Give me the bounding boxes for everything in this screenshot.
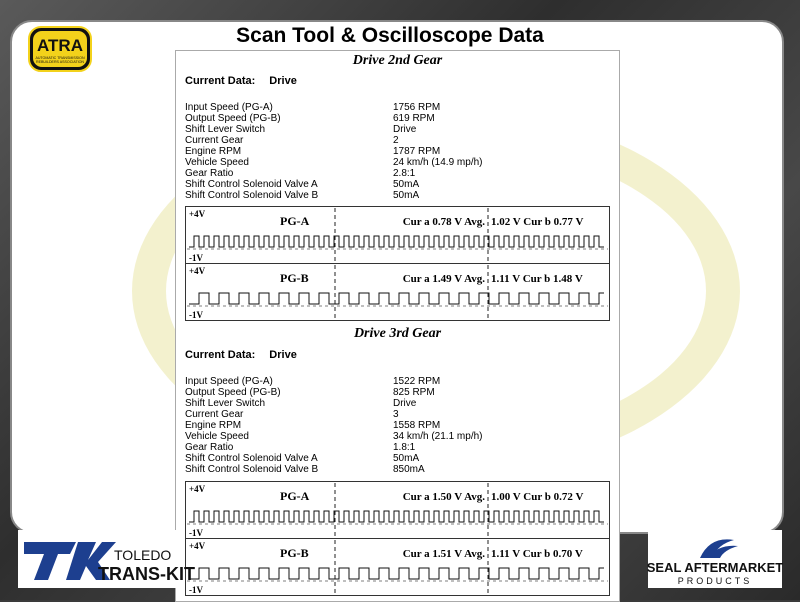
section-title-3rd-gear: Drive 3rd Gear [353,326,442,341]
data-row [185,168,605,179]
data-row-value: 24 km/h (14.9 mp/h) [393,157,483,168]
data-row [185,453,605,464]
data-row-label: Shift Control Solenoid Valve A [185,179,318,190]
svg-text:REBUILDERS ASSOCIATION: REBUILDERS ASSOCIATION [35,60,85,64]
scope-readout-cur-a: Cur a 1.50 V Avg. [402,491,485,503]
data-row-label: Shift Control Solenoid Valve A [185,453,318,464]
data-row-label: Engine RPM [185,420,242,431]
svg-text:SEAL AFTERMARKET: SEAL AFTERMARKET [646,560,784,575]
data-row-value: 2.8:1 [393,168,416,179]
data-row [185,179,605,190]
data-row-label: Current Gear [185,135,244,146]
scope-pg-a-2nd [185,206,610,264]
data-row [185,102,605,113]
data-row-value: 1756 RPM [393,102,441,113]
data-row [185,464,605,475]
current-data-value: Drive [269,75,297,87]
scope-bottom-label: -1V [189,528,203,538]
scope-top-label: +4V [189,484,206,494]
data-row-value: 50mA [393,179,420,190]
scope-bottom-label: -1V [189,585,203,595]
scope-readout-cur-a: Cur a 1.49 V Avg. [402,273,485,285]
section-title-2nd-gear: Drive 2nd Gear [352,53,443,68]
svg-text:TRANS-KIT: TRANS-KIT [98,564,195,584]
data-row-label: Engine RPM [185,146,242,157]
scope-readout-avg-cur-b: 1.11 V Cur b 0.70 V [491,548,583,560]
data-row [185,124,605,135]
data-row [185,420,605,431]
data-row-value: 3 [393,409,399,420]
current-data-label: Current Data: Drive [185,349,297,361]
data-row-label: Input Speed (PG-A) [185,102,273,113]
data-row-label: Shift Lever Switch [185,124,266,135]
svg-text:ATRA: ATRA [37,36,83,55]
data-row [185,157,605,168]
scope-readout-avg-cur-b: 1.00 V Cur b 0.72 V [491,491,584,503]
data-row [185,398,605,409]
data-row-label: Output Speed (PG-B) [185,387,281,398]
data-row-value: 50mA [393,453,420,464]
scope-channel-name: PG-B [280,271,309,285]
data-row-value: 50mA [393,190,420,201]
scope-pg-b-3rd [185,538,610,596]
data-row-label: Vehicle Speed [185,157,249,168]
scope-readout-avg-cur-b: 1.11 V Cur b 1.48 V [491,273,583,285]
data-row [185,431,605,442]
data-row-label: Gear Ratio [185,442,234,453]
scope-top-label: +4V [189,266,206,276]
data-row [185,113,605,124]
current-data-value: Drive [269,349,297,361]
data-row-label: Vehicle Speed [185,431,249,442]
data-row-value: Drive [393,398,417,409]
scope-readout-cur-a: Cur a 1.51 V Avg. [402,548,485,560]
scope-top-label: +4V [189,209,206,219]
data-row-value: 850mA [393,464,425,475]
data-row-label: Current Gear [185,409,244,420]
data-row-value: 2 [393,135,399,146]
scope-bottom-label: -1V [189,310,203,320]
scope-channel-name: PG-A [280,489,310,503]
data-row-value: 825 RPM [393,387,435,398]
svg-text:AUTOMATIC TRANSMISSION: AUTOMATIC TRANSMISSION [35,56,85,60]
data-document [175,50,620,602]
svg-text:TOLEDO: TOLEDO [114,547,172,563]
data-row [185,146,605,157]
toledo-trans-kit-logo [18,530,195,588]
data-row-label: Shift Control Solenoid Valve B [185,190,319,201]
data-row-value: Drive [393,124,417,135]
scope-readout-cur-a: Cur a 0.78 V Avg. [402,216,485,228]
data-row [185,135,605,146]
data-row [185,387,605,398]
data-row [185,376,605,387]
data-row-label: Input Speed (PG-A) [185,376,273,387]
scope-top-label: +4V [189,541,206,551]
data-row-value: 34 km/h (21.1 mp/h) [393,431,483,442]
scope-bottom-label: -1V [189,253,203,263]
data-row-label: Output Speed (PG-B) [185,113,281,124]
scope-pg-a-3rd [185,481,610,539]
data-row-label: Gear Ratio [185,168,234,179]
data-row-value: 1558 RPM [393,420,441,431]
scope-pg-b-2nd [185,263,610,321]
data-row-label: Shift Lever Switch [185,398,266,409]
scope-readout-avg-cur-b: 1.02 V Cur b 0.77 V [491,216,584,228]
data-row [185,190,605,201]
data-row [185,442,605,453]
data-row-value: 1522 RPM [393,376,441,387]
data-row-value: 1.8:1 [393,442,416,453]
svg-text:PRODUCTS: PRODUCTS [677,576,753,586]
data-row-value: 619 RPM [393,113,435,124]
current-data-label: Current Data: Drive [185,75,297,87]
scope-channel-name: PG-B [280,546,309,560]
scope-channel-name: PG-A [280,214,310,228]
data-row-label: Shift Control Solenoid Valve B [185,464,319,475]
data-row-value: 1787 RPM [393,146,441,157]
seal-aftermarket-logo [648,530,782,588]
data-row [185,409,605,420]
page-title: Scan Tool & Oscilloscope Data [236,24,544,47]
